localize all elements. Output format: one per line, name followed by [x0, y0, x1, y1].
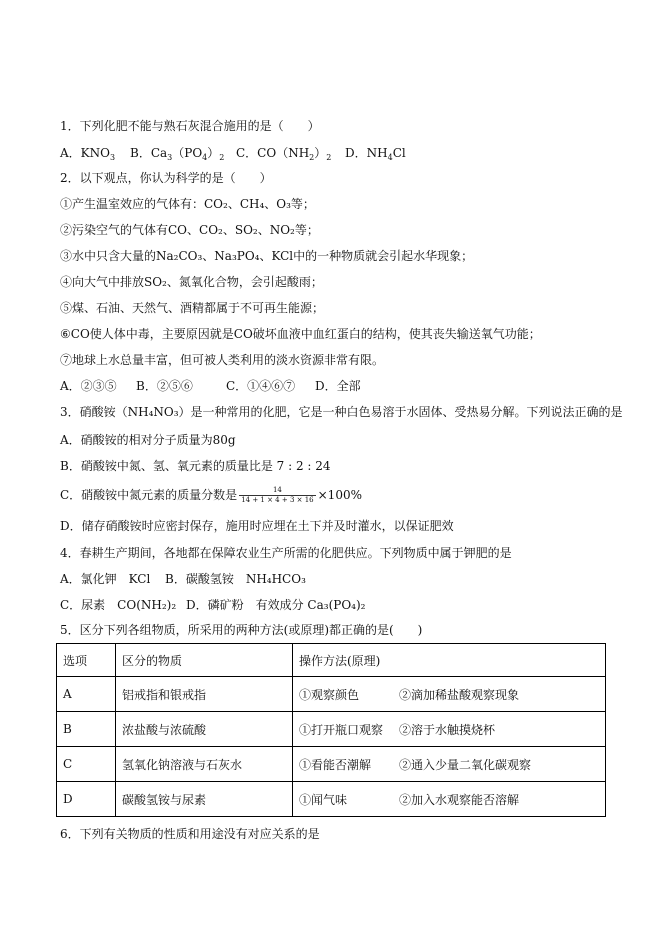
row-substances: 浓盐酸与浓硫酸 — [116, 712, 293, 747]
row-method: ①闻气味 ②加入水观察能否溶解 — [293, 782, 606, 817]
q2-option-b[interactable]: B．②⑤⑥ — [136, 379, 193, 393]
row-option: C — [57, 747, 116, 782]
q2-option-a[interactable]: A．②③⑤ — [60, 379, 117, 393]
row-substances: 铝戒指和银戒指 — [116, 677, 293, 712]
q3-stem: 3．硝酸铵（NH₄NO₃）是一种常用的化肥，它是一种白色易溶于水固体、受热易分解。下列说法正确的是 — [60, 405, 623, 419]
table-row[interactable] — [57, 677, 606, 712]
q2-option-d[interactable]: D．全部 — [315, 379, 361, 393]
q4-option-b[interactable]: B．碳酸氢铵 NH₄HCO₃ — [165, 572, 306, 586]
row-option: A — [57, 677, 116, 712]
q1-option-a[interactable]: A．$KNO_3$ — [60, 146, 116, 162]
q1-stem: 1．下列化肥不能与熟石灰混合施用的是（ ） — [60, 119, 320, 133]
header-method: 操作方法(原理) — [293, 644, 606, 677]
q1-option-c[interactable]: C．$CO(NH_2)_2$ — [236, 146, 332, 162]
row-option: B — [57, 712, 116, 747]
q4-option-a[interactable]: A．氯化钾 KCl — [60, 572, 151, 586]
q1-option-b[interactable]: B．$Ca_3(PO_4)_2$ — [130, 146, 225, 162]
q5-stem: 5．区分下列各组物质，所采用的两种方法(或原理)都正确的是( ) — [60, 623, 423, 637]
header-substances: 区分的物质 — [116, 644, 293, 677]
q4-option-c[interactable]: C．尿素 CO(NH₂)₂ — [60, 598, 177, 612]
table-row[interactable] — [57, 712, 606, 747]
q2-statement-2: ②污染空气的气体有CO、CO₂、SO₂、NO₂等； — [60, 223, 319, 237]
q1-option-d[interactable]: D．$NH_4Cl$ — [345, 146, 406, 162]
q2-statement-5: ⑤煤、石油、天然气、酒精都属于不可再生能源； — [60, 301, 325, 315]
header-option: 选项 — [57, 644, 116, 677]
row-method: ①看能否潮解 ②通入少量二氧化碳观察 — [293, 747, 606, 782]
q2-statement-7: ⑦地球上水总量丰富，但可被人类利用的淡水资源非常有限。 — [60, 353, 385, 367]
q3-option-a[interactable]: A．硝酸铵的相对分子质量为80g — [60, 433, 236, 447]
mass-fraction: $\frac{14}{14 + 1 \times 4 + 3 \times 16}$ — [241, 486, 314, 504]
q4-stem: 4．春耕生产期间，各地都在保障农业生产所需的化肥供应。下列物质中属于钾肥的是 — [60, 546, 512, 560]
q3-option-c[interactable]: C．硝酸铵中氮元素的质量分数是 $\frac{14}{14 + 1 \times 4 + 3 \times 16}$ ×100% — [60, 486, 362, 504]
table-row[interactable] — [57, 782, 606, 817]
q2-statement-1: ①产生温室效应的气体有：CO₂、CH₄、O₃等； — [60, 197, 315, 211]
q2-statement-6: ⑥CO使人体中毒，主要原因就是CO破坏血液中血红蛋白的结构，使其丧失输送氧气功能； — [60, 327, 541, 341]
q6-stem: 6．下列有关物质的性质和用途没有对应关系的是 — [60, 827, 320, 841]
q2-stem: 2．以下观点，你认为科学的是（ ） — [60, 171, 272, 185]
table-row[interactable] — [57, 747, 606, 782]
table-header-row — [57, 644, 606, 677]
row-method: ①打开瓶口观察 ②溶于水触摸烧杯 — [293, 712, 606, 747]
row-substances: 氢氧化钠溶液与石灰水 — [116, 747, 293, 782]
q2-statement-3: ③水中只含大量的Na₂CO₃、Na₃PO₄、KCl中的一种物质就会引起水华现象； — [60, 249, 474, 263]
q2-statement-4: ④向大气中排放SO₂、氮氧化合物，会引起酸雨； — [60, 275, 323, 289]
row-method: ①观察颜色 ②滴加稀盐酸观察现象 — [293, 677, 606, 712]
row-option: D — [57, 782, 116, 817]
q3-option-b[interactable]: B．硝酸铵中氮、氢、氧元素的质量比是 7 : 2 : 24 — [60, 459, 331, 473]
q3-option-d[interactable]: D．储存硝酸铵时应密封保存，施用时应埋在土下并及时灌水，以保证肥效 — [60, 519, 454, 533]
q4-option-d[interactable]: D．磷矿粉 有效成分 Ca₃(PO₄)₂ — [186, 598, 366, 612]
q5-table — [56, 643, 606, 817]
row-substances: 碳酸氢铵与尿素 — [116, 782, 293, 817]
q2-option-c[interactable]: C．①④⑥⑦ — [226, 379, 296, 393]
